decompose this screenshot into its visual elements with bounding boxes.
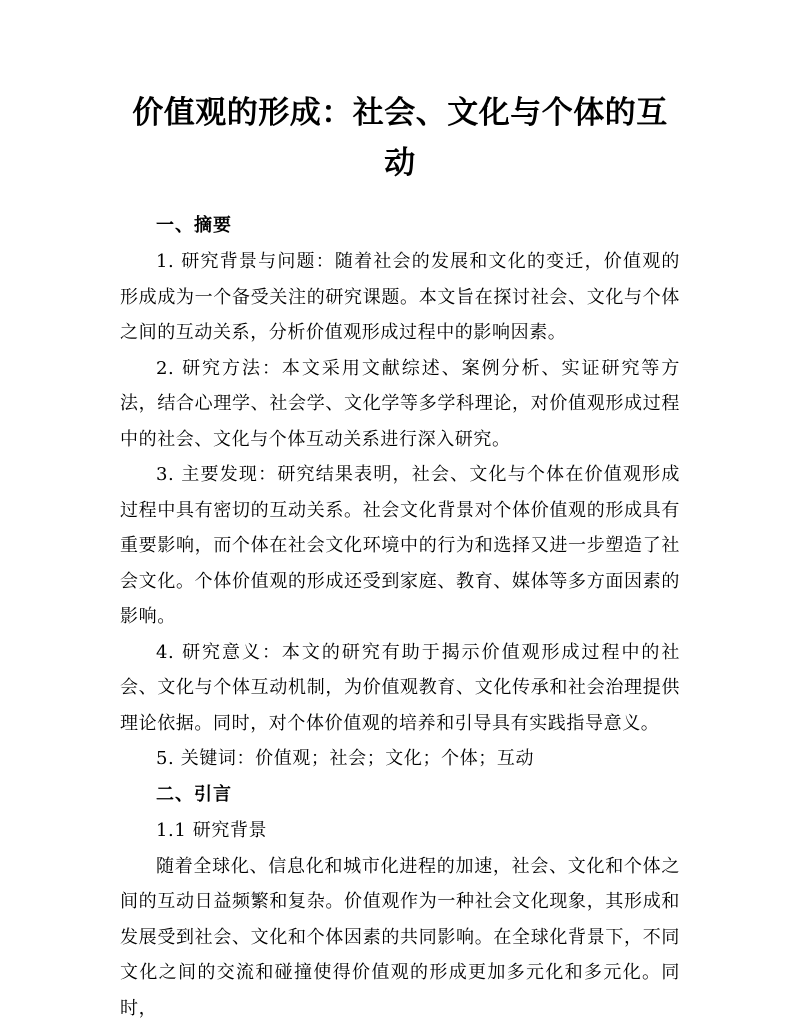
introduction-paragraph: 随着全球化、信息化和城市化进程的加速，社会、文化和个体之间的互动日益频繁和复杂。价值观作为一种社会文化现象，其形成和发展受到社会、文化和个体因素的共同影响。在全球化背景下，不同文化之间的交流和碰撞使得价值观的形成更加多元化和多元化。同时， [120, 855, 680, 1019]
section-heading-abstract: 一、摘要 [156, 215, 232, 236]
abstract-item-background: 1. 研究背景与问题：随着社会的发展和文化的变迁，价值观的形成成为一个备受关注的研究课题。本文旨在探讨社会、文化与个体之间的互动关系，分析价值观形成过程中的影响因素。 [120, 251, 680, 343]
section-heading-introduction: 二、引言 [156, 783, 232, 805]
abstract-item-methods: 2. 研究方法：本文采用文献综述、案例分析、实证研究等方法，结合心理学、社会学、文化学等多学科理论，对价值观形成过程中的社会、文化与个体互动关系进行深入研究。 [120, 357, 680, 450]
subsection-heading-background: 1.1 研究背景 [156, 819, 268, 841]
abstract-item-keywords: 5. 关键词：价值观；社会；文化；个体；互动 [156, 748, 535, 769]
abstract-item-significance: 4. 研究意义：本文的研究有助于揭示价值观形成过程中的社会、文化与个体互动机制，为价值观教育、文化传承和社会治理提供理论依据。同时，对个体价值观的培养和引导具有实践指导意义。 [120, 641, 680, 734]
abstract-item-findings: 3. 主要发现：研究结果表明，社会、文化与个体在价值观形成过程中具有密切的互动关系。社会文化背景对个体价值观的形成具有重要影响，而个体在社会文化环境中的行为和选择又进一步塑造了社会文化。个体价值观的形成还受到家庭、教育、媒体等多方面因素的影响。 [120, 464, 680, 627]
document-title: 价值观的形成：社会、文化与个体的互动 [132, 95, 668, 181]
